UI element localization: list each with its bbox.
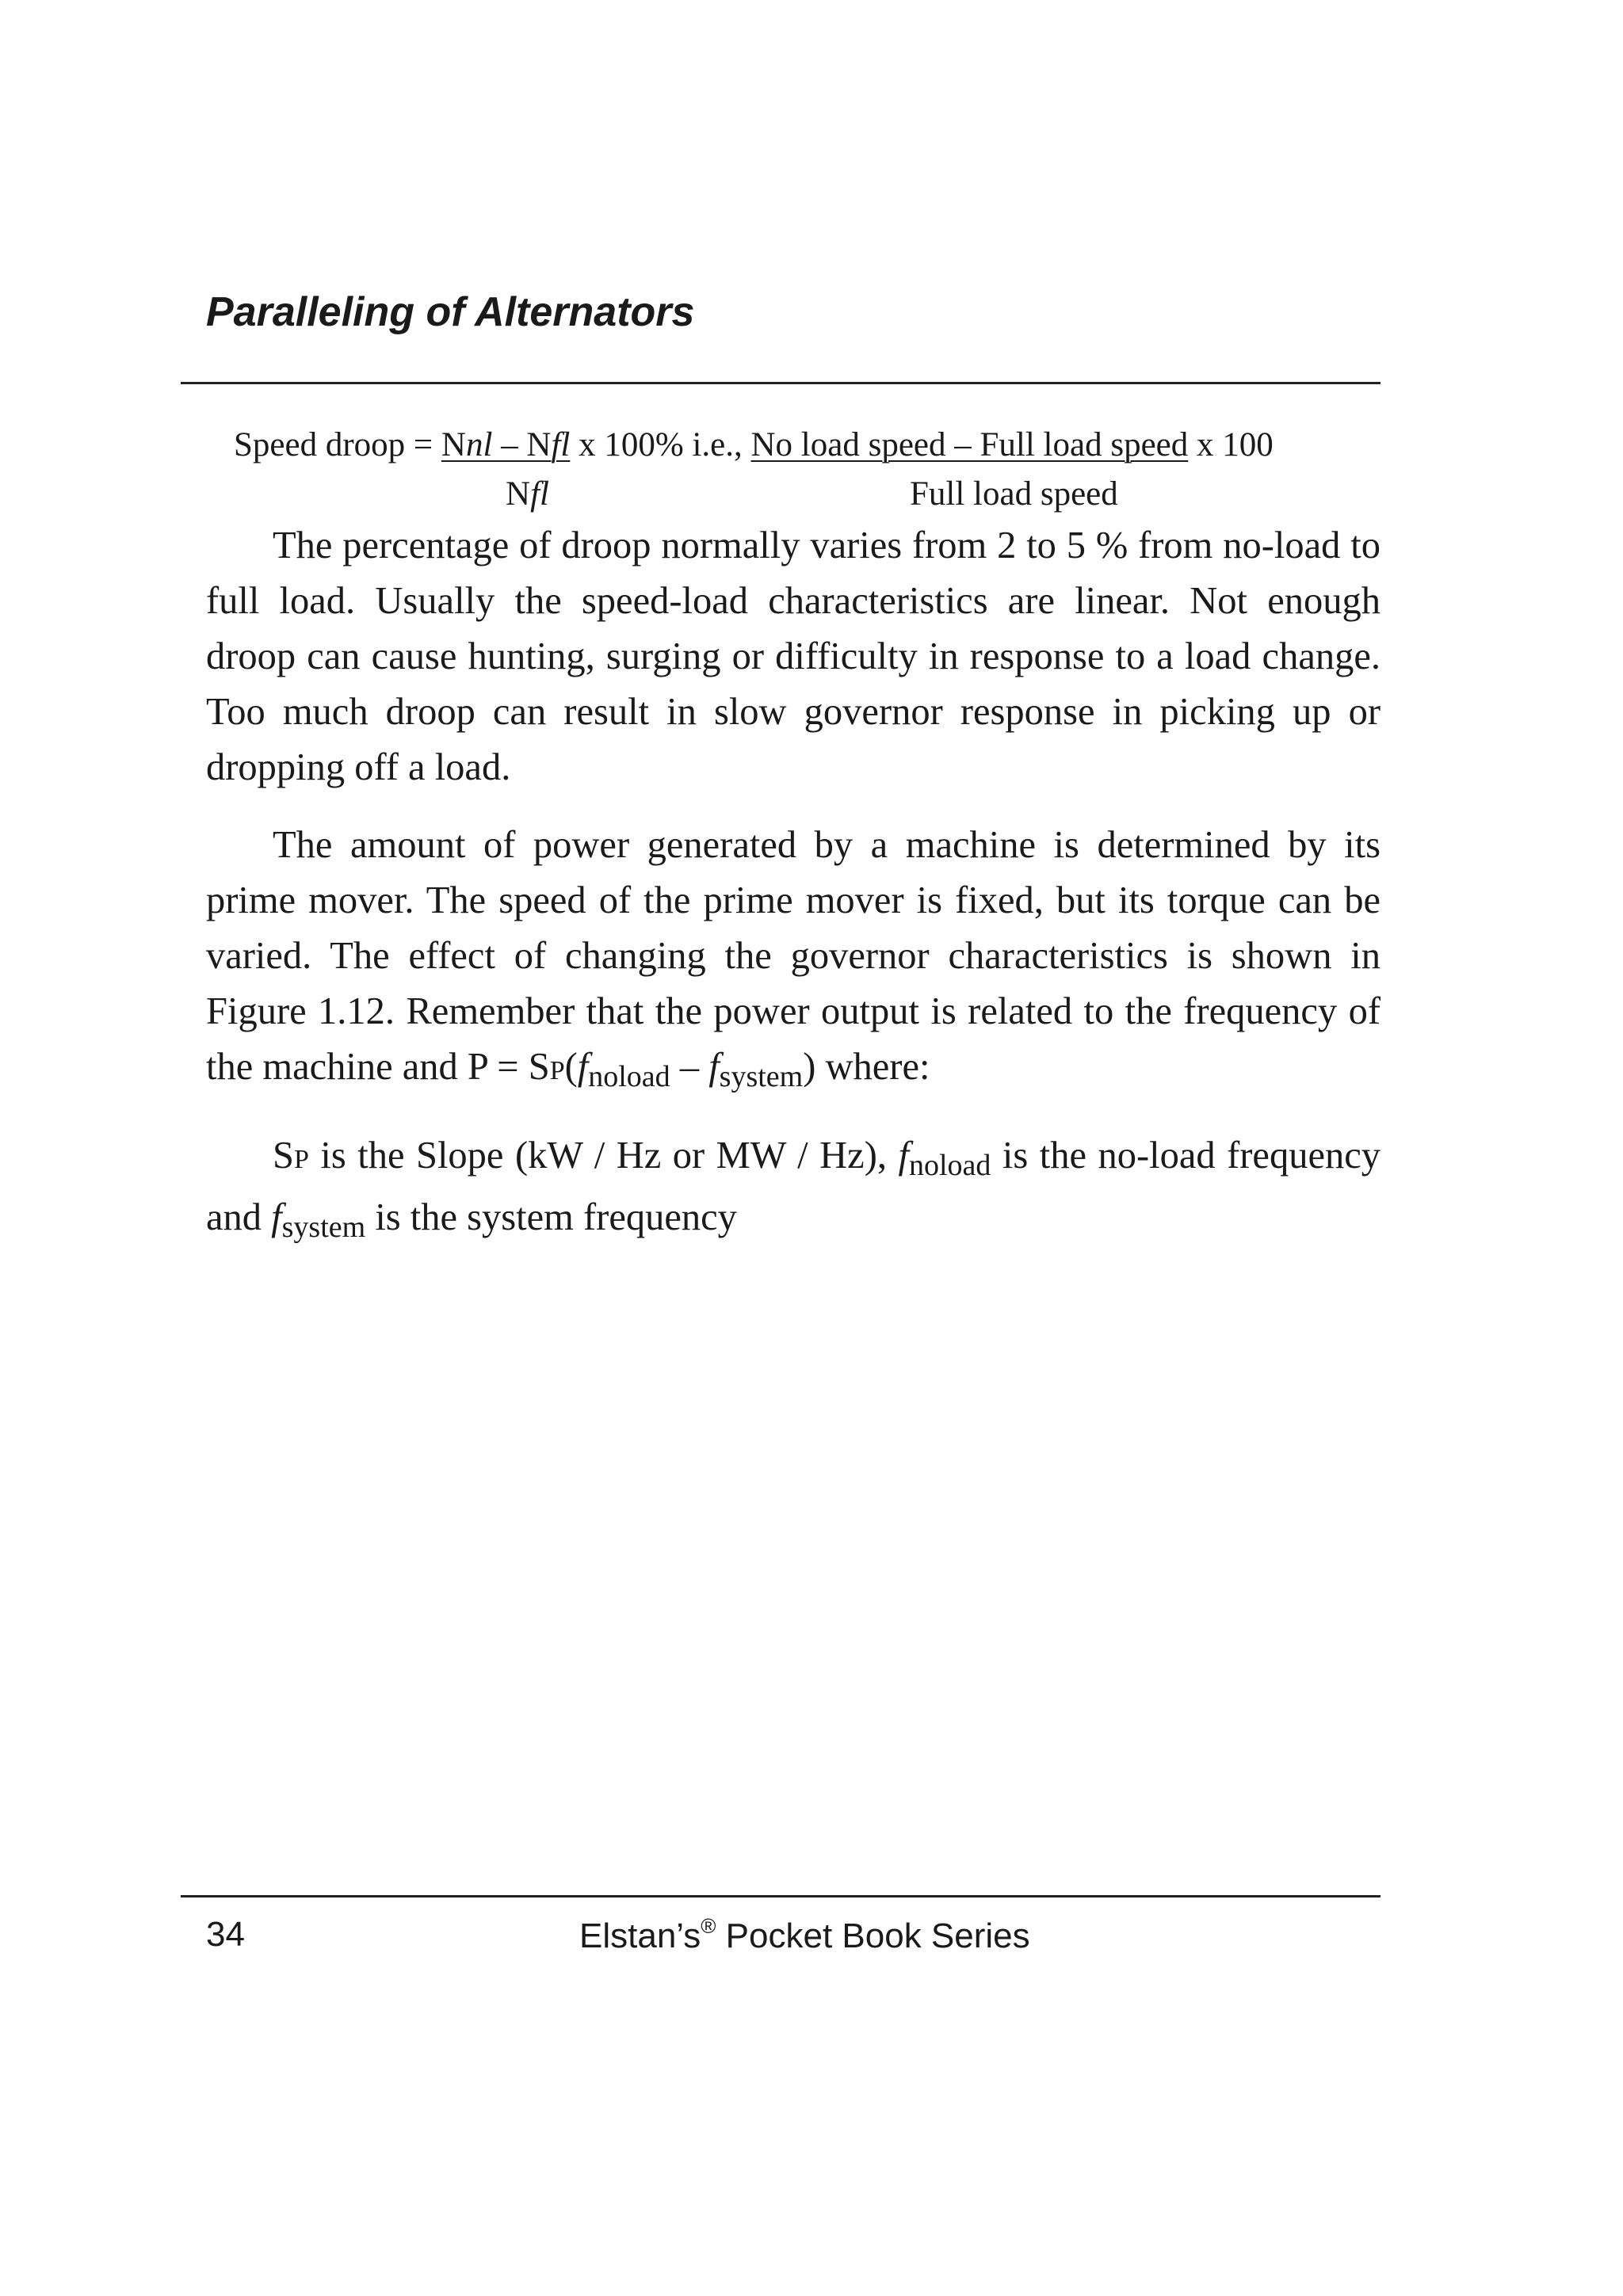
paragraph-power <box>206 818 1381 1095</box>
formula-nl: nl <box>465 426 493 463</box>
f-system-symbol: f <box>271 1196 282 1238</box>
formula-lhs: Speed droop = <box>234 426 441 463</box>
f-noload-symbol: f <box>577 1046 589 1088</box>
series-rest: Pocket Book Series <box>716 1917 1030 1955</box>
paren-close: ) where: <box>803 1046 930 1088</box>
system-subscript: system <box>719 1060 804 1093</box>
paragraph-definitions <box>206 1125 1381 1249</box>
formula-symbol-numerator <box>441 426 570 463</box>
formula-mid: – N <box>492 426 552 463</box>
page-header-title: Paralleling of Alternators <box>206 289 695 335</box>
formula-mult2: x 100 <box>1188 426 1274 463</box>
series-name: Elstan’s <box>579 1917 701 1955</box>
formula-den-n: N <box>506 475 531 513</box>
header-divider <box>181 382 1381 384</box>
noload-subscript: noload <box>588 1060 670 1093</box>
formula-symbol-denominator <box>506 477 549 511</box>
formula-word-numerator: No load speed – Full load speed <box>750 426 1189 463</box>
f-noload-symbol: f <box>898 1135 909 1177</box>
footer-divider <box>181 1895 1381 1897</box>
formula-word-denominator: Full load speed <box>910 475 1118 513</box>
definition-text-2: is the no-load frequency and <box>206 1135 1381 1238</box>
minus-sign: – <box>670 1046 709 1088</box>
formula-mult1: x 100% i.e., <box>570 426 751 463</box>
footer-series-title <box>579 1914 1030 1955</box>
slope-symbol: S <box>273 1135 294 1177</box>
slope-subscript: P <box>293 1145 309 1174</box>
registered-mark: ® <box>701 1914 716 1938</box>
paragraph-droop: The percentage of droop normally varies from 2 to 5 % from no-load to full load. Usually the speed-load characteristics are linear. Not enough droop can cause hunting, surging or difficulty in response to a load change. Too much droop can result in slow governor response in picking up or dropping off a load. <box>206 524 1381 788</box>
formula-den-fl: fl <box>530 475 549 513</box>
page-number: 34 <box>206 1915 245 1954</box>
f-system-symbol: f <box>708 1046 720 1088</box>
paren-open: ( <box>564 1046 578 1088</box>
definition-text-1: is the Slope (kW / Hz or MW / Hz), <box>308 1135 899 1177</box>
formula-fl: fl <box>551 426 571 463</box>
speed-droop-formula <box>234 428 1274 462</box>
system-subscript: system <box>281 1211 366 1244</box>
formula-n1: N <box>441 426 466 463</box>
definition-text-3: is the system frequency <box>365 1196 737 1238</box>
paragraph-power-text: The amount of power generated by a machine is determined by its prime mover. The speed of the prime mover is fixed, but its torque can be varied. The effect of changing the governor characteristics is shown in Figure 1.12. Remember that the power output is related to the frequency of the machine and P = S <box>206 824 1381 1088</box>
slope-subscript: P <box>549 1056 565 1085</box>
noload-subscript: noload <box>908 1149 991 1182</box>
